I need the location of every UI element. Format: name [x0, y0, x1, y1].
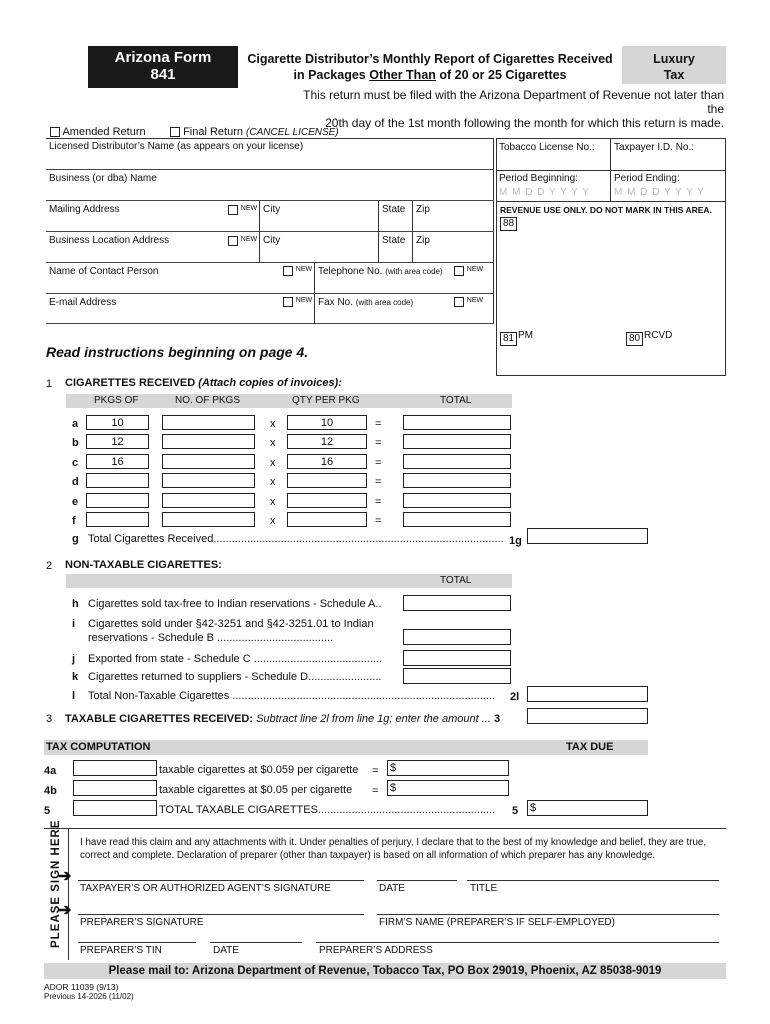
- line-c-pkgs-of-input[interactable]: 16: [86, 454, 149, 469]
- line-a-qty-input[interactable]: 10: [287, 415, 367, 430]
- taxpayer-arrow-icon: ➔: [58, 868, 72, 885]
- taxpayer-id-field[interactable]: Taxpayer I.D. No.:: [614, 142, 695, 153]
- line-4a-tax-input[interactable]: $: [387, 760, 509, 776]
- line-k-input[interactable]: [403, 668, 511, 684]
- email-new-checkbox[interactable]: [283, 297, 293, 307]
- form-name-box: [88, 46, 238, 88]
- line-d-pkgs-of-input[interactable]: [86, 473, 149, 488]
- line-a-total-input[interactable]: [403, 415, 511, 430]
- line-d-qty-input[interactable]: [287, 473, 367, 488]
- line-d-equals: =: [375, 476, 382, 488]
- line-f-no-pkgs-input[interactable]: [162, 512, 255, 527]
- business-name-field[interactable]: Business (or dba) Name: [46, 170, 494, 201]
- col-total: TOTAL: [440, 395, 472, 406]
- line-g-label: Total Cigarettes Received...............................................................................................: [88, 533, 504, 545]
- mailing-instructions: Please mail to: Arizona Department of Revenue, Tobacco Tax, PO Box 29019, Phoenix, AZ 85038-9019: [44, 963, 726, 979]
- line-4a-number: 4a: [44, 765, 57, 777]
- line-d-letter: d: [72, 476, 79, 488]
- line-5-code: 5: [512, 805, 519, 817]
- preparer-date-line[interactable]: [210, 942, 302, 943]
- preparer-signature-line[interactable]: [78, 914, 364, 915]
- previous-form-id: Previous 14-2026 (11/02): [44, 992, 134, 1001]
- line-a-no-pkgs-input[interactable]: [162, 415, 255, 430]
- telephone-new-checkbox[interactable]: [454, 266, 464, 276]
- period-ending-input[interactable]: M M D D Y Y Y Y: [614, 187, 705, 198]
- line-b-no-pkgs-input[interactable]: [162, 434, 255, 449]
- location-state-label: State: [382, 235, 406, 246]
- instructions-note: Read instructions beginning on page 4.: [46, 344, 309, 360]
- line-c-no-pkgs-input[interactable]: [162, 454, 255, 469]
- line-f-letter: f: [72, 515, 76, 527]
- mailing-address-field[interactable]: Mailing Address: [46, 201, 494, 232]
- tax-type-line2: Tax: [663, 68, 685, 82]
- perjury-declaration: I have read this claim and any attachments with it. Under penalties of perjury, I declare that to the best of my knowledge and belief, they are true, correct and complete. Declaration of preparer (other than taxpayer) is based on all information of which preparer has any knowledge.: [80, 837, 707, 861]
- line-h-letter: h: [72, 598, 79, 610]
- firm-name-line[interactable]: [377, 914, 719, 915]
- line-i-label-2: reservations - Schedule B ......................................: [88, 632, 334, 644]
- tax-type-line1: Luxury: [653, 52, 695, 66]
- period-ending-label: Period Ending:: [614, 173, 680, 184]
- period-beginning-label: Period Beginning:: [499, 173, 578, 184]
- tax-computation-title: TAX COMPUTATION: [46, 741, 151, 753]
- tax-due-title: TAX DUE: [566, 741, 614, 753]
- line-a-equals: =: [375, 418, 382, 430]
- preparer-arrow-icon: ➔: [58, 902, 72, 919]
- form-title: [238, 46, 622, 84]
- preparer-date-label: DATE: [213, 945, 239, 956]
- taxpayer-title-label: TITLE: [470, 883, 498, 894]
- revenue-code-88: 88: [500, 217, 517, 231]
- business-location-field[interactable]: Business Location Address: [46, 232, 494, 263]
- section3-title: TAXABLE CIGARETTES RECEIVED: Subtract line 2l from line 1g; enter the amount ... 3: [65, 713, 501, 725]
- section2-col-total: TOTAL: [440, 575, 472, 586]
- rcvd-label: RCVD: [644, 330, 673, 341]
- mailing-state-label: State: [382, 204, 406, 215]
- line-a-pkgs-of-input[interactable]: 10: [86, 415, 149, 430]
- cancel-license-note: (CANCEL LICENSE): [246, 127, 339, 138]
- line-c-times: x: [270, 457, 276, 469]
- line-4a-equals: =: [372, 765, 379, 777]
- col-qty-per-pkg: QTY PER PKG: [292, 395, 360, 406]
- mailing-zip-label: Zip: [416, 204, 430, 215]
- line-4b-tax-input[interactable]: $: [387, 780, 509, 796]
- line-g-letter: g: [72, 533, 79, 545]
- line-i-input[interactable]: [403, 629, 511, 645]
- line-h-input[interactable]: [403, 595, 511, 611]
- line-f-pkgs-of-input[interactable]: [86, 512, 149, 527]
- contact-person-field[interactable]: Name of Contact Person: [46, 263, 494, 294]
- section2-title: NON-TAXABLE CIGARETTES:: [65, 559, 222, 571]
- line-4b-number: 4b: [44, 785, 57, 797]
- line-4a-cigarettes-input[interactable]: [73, 760, 157, 776]
- line-f-total-input[interactable]: [403, 512, 511, 527]
- line-f-qty-input[interactable]: [287, 512, 367, 527]
- line-i-letter: i: [72, 618, 76, 630]
- line-4b-label: taxable cigarettes at $0.05 per cigarette: [159, 784, 353, 796]
- line-c-equals: =: [375, 457, 382, 469]
- line-d-no-pkgs-input[interactable]: [162, 473, 255, 488]
- line-a-times: x: [270, 418, 276, 430]
- taxpayer-signature-label: TAXPAYER’S OR AUTHORIZED AGENT’S SIGNATURE: [80, 883, 331, 894]
- line-5-label: TOTAL TAXABLE CIGARETTES..........................................................: [159, 804, 496, 816]
- col-pkgs-of: PKGS OF: [94, 395, 139, 406]
- taxable-cigarettes-input[interactable]: [527, 708, 648, 724]
- taxpayer-date-line[interactable]: [377, 880, 457, 881]
- taxpayer-date-label: DATE: [379, 883, 405, 894]
- form-title-line2: in Packages Other Than of 20 or 25 Cigarettes: [293, 68, 567, 82]
- form-title-line1: Cigarette Distributor’s Monthly Report of Cigarettes Received: [247, 52, 613, 66]
- line-f-times: x: [270, 515, 276, 527]
- final-return-checkbox[interactable]: [170, 127, 180, 137]
- section2-number: 2: [46, 560, 53, 572]
- total-non-taxable-input[interactable]: [527, 686, 648, 702]
- line-2l-code: 2l: [510, 691, 520, 703]
- line-e-qty-input[interactable]: [287, 493, 367, 508]
- revenue-code-81: 81: [500, 332, 517, 346]
- taxpayer-title-line[interactable]: [467, 880, 719, 881]
- preparer-tin-line[interactable]: [78, 942, 196, 943]
- preparer-tin-label: PREPARER’S TIN: [80, 945, 162, 956]
- revenue-code-80: 80: [626, 332, 643, 346]
- fax-label: Fax No. (with area code): [318, 297, 414, 308]
- line-k-label: Cigarettes returned to suppliers - Schedule D........................: [88, 671, 382, 683]
- amended-return-label: Amended Return: [62, 126, 146, 138]
- line-e-equals: =: [375, 496, 382, 508]
- line-k-letter: k: [72, 671, 79, 683]
- line-5-tax-input[interactable]: $: [527, 800, 648, 816]
- email-field[interactable]: E-mail Address: [46, 294, 494, 324]
- line-d-total-input[interactable]: [403, 473, 511, 488]
- line-a-letter: a: [72, 418, 79, 430]
- line-b-pkgs-of-input[interactable]: 12: [86, 434, 149, 449]
- line-j-letter: j: [72, 653, 76, 665]
- line-l-letter: l: [72, 690, 76, 702]
- line-e-letter: e: [72, 496, 79, 508]
- line-i-label-1: Cigarettes sold under §42-3251 and §42-3251.01 to Indian: [88, 618, 374, 630]
- location-new-option[interactable]: NEW: [228, 236, 257, 247]
- location-new-checkbox[interactable]: [228, 236, 238, 246]
- filing-notice-line2: 20th day of the 1st month following the month for which this return is made.: [325, 116, 724, 130]
- line-4b-cigarettes-input[interactable]: [73, 780, 157, 796]
- final-return-option[interactable]: [170, 126, 339, 138]
- section1-title: CIGARETTES RECEIVED (Attach copies of invoices):: [65, 377, 342, 389]
- email-new-option[interactable]: NEW: [283, 297, 312, 308]
- form-name-line1: Arizona Form: [114, 49, 212, 66]
- col-no-pkgs: NO. OF PKGS: [175, 395, 241, 406]
- line-5-cigarettes-input[interactable]: [73, 800, 157, 816]
- section1-number: 1: [46, 378, 53, 390]
- revenue-use-note: REVENUE USE ONLY. DO NOT MARK IN THIS AREA.: [500, 205, 712, 215]
- fax-new-option[interactable]: NEW: [454, 297, 483, 308]
- location-city-label: City: [263, 235, 281, 246]
- line-e-no-pkgs-input[interactable]: [162, 493, 255, 508]
- line-b-times: x: [270, 437, 276, 449]
- location-zip-label: Zip: [416, 235, 430, 246]
- line-e-total-input[interactable]: [403, 493, 511, 508]
- filing-notice: [300, 88, 724, 130]
- preparer-address-label: PREPARER’S ADDRESS: [319, 945, 433, 956]
- line-b-qty-input[interactable]: 12: [287, 434, 367, 449]
- line-c-total-input[interactable]: [403, 454, 511, 469]
- mailing-city-label: City: [263, 204, 281, 215]
- fax-new-checkbox[interactable]: [454, 297, 464, 307]
- final-return-label: Final Return: [183, 126, 243, 138]
- mailing-new-checkbox[interactable]: [228, 205, 238, 215]
- amended-return-checkbox[interactable]: [50, 127, 60, 137]
- pm-label: PM: [518, 330, 533, 341]
- preparer-signature-label: PREPARER’S SIGNATURE: [80, 917, 204, 928]
- line-c-letter: c: [72, 457, 79, 469]
- line-l-label: Total Non-Taxable Cigarettes ......................................................................................: [88, 690, 496, 702]
- please-sign-here-label: PLEASE SIGN HERE: [50, 819, 62, 948]
- telephone-label: Telephone No. (with area code): [318, 266, 443, 277]
- line-b-letter: b: [72, 437, 79, 449]
- line-h-label: Cigarettes sold tax-free to Indian reservations - Schedule A..: [88, 598, 382, 610]
- taxpayer-signature-line[interactable]: [78, 880, 364, 881]
- section3-number: 3: [46, 713, 53, 725]
- period-beginning-input[interactable]: M M D D Y Y Y Y: [499, 187, 590, 198]
- tobacco-license-field[interactable]: Tobacco License No.:: [499, 142, 595, 153]
- distributor-name-field[interactable]: Licensed Distributor’s Name (as appears on your license): [46, 138, 494, 170]
- firm-name-label: FIRM’S NAME (PREPARER’S IF SELF-EMPLOYED): [379, 917, 615, 928]
- preparer-address-line[interactable]: [316, 942, 719, 943]
- line-b-total-input[interactable]: [403, 434, 511, 449]
- contact-new-checkbox[interactable]: [283, 266, 293, 276]
- filing-notice-line1: This return must be filed with the Arizona Department of Revenue not later than the: [303, 88, 724, 116]
- tax-type-box: [622, 46, 726, 84]
- mailing-new-option[interactable]: NEW: [228, 205, 257, 216]
- line-e-times: x: [270, 496, 276, 508]
- line-b-equals: =: [375, 437, 382, 449]
- line-e-pkgs-of-input[interactable]: [86, 493, 149, 508]
- total-cigarettes-received-input[interactable]: [527, 528, 648, 544]
- contact-new-option[interactable]: NEW: [283, 266, 312, 277]
- line-5-number: 5: [44, 805, 51, 817]
- line-j-input[interactable]: [403, 650, 511, 666]
- line-4b-equals: =: [372, 785, 379, 797]
- line-j-label: Exported from state - Schedule C ..........................................: [88, 653, 383, 665]
- line-f-equals: =: [375, 515, 382, 527]
- telephone-new-option[interactable]: NEW: [454, 266, 483, 277]
- line-d-times: x: [270, 476, 276, 488]
- form-name-line2: 841: [150, 66, 176, 83]
- line-1g-code: 1g: [509, 535, 522, 547]
- line-4a-label: taxable cigarettes at $0.059 per cigarette: [159, 764, 359, 776]
- amended-return-option[interactable]: [50, 126, 146, 138]
- form-id: ADOR 11039 (9/13): [44, 982, 119, 992]
- line-c-qty-input[interactable]: 16: [287, 454, 367, 469]
